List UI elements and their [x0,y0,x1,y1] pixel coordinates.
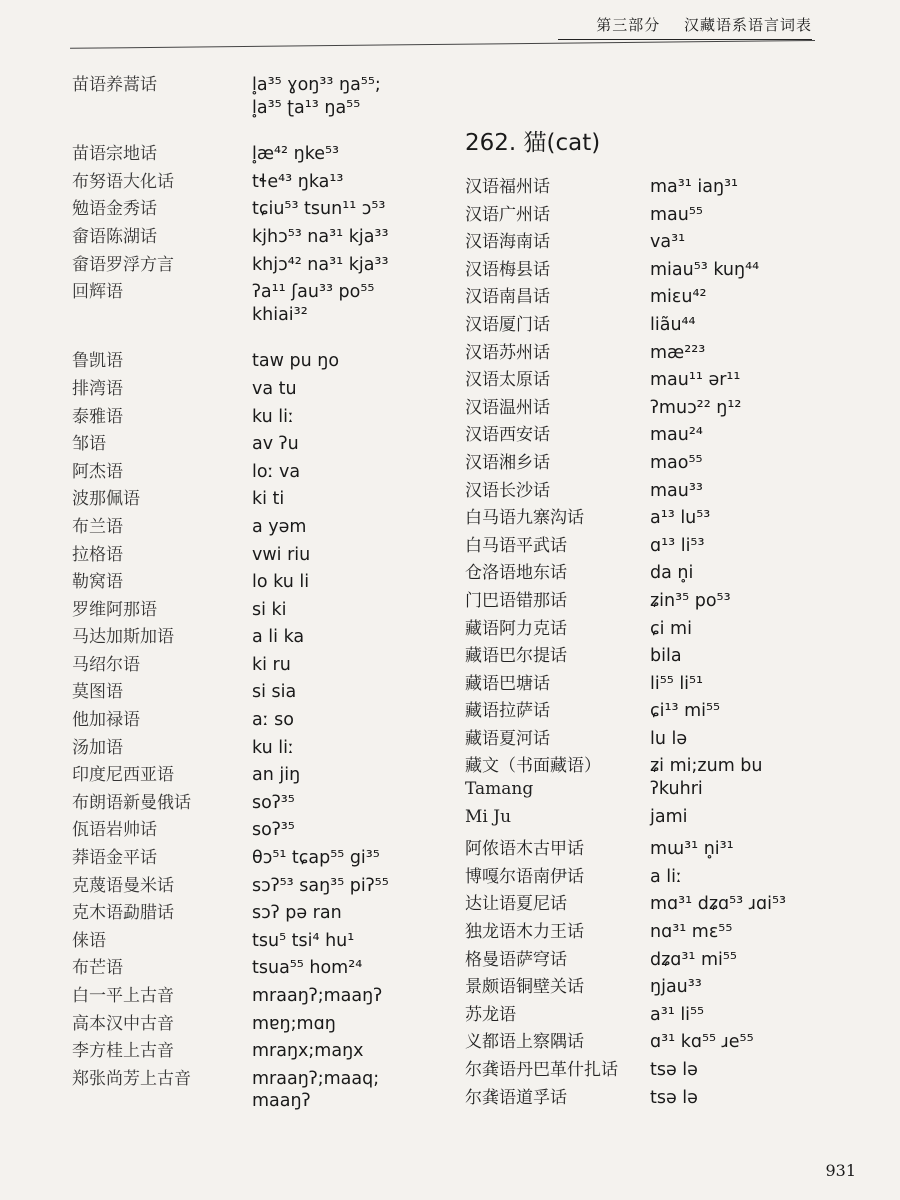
running-header [558,14,812,40]
word-form: tsua⁵⁵ hom²⁴ [252,958,363,979]
language-name: 畲语陈湖话 [72,226,157,247]
language-name: 藏语巴尔提话 [465,646,567,667]
entry-row [72,595,462,623]
language-name: 印度尼西亚语 [72,765,174,786]
language-name: 白马语平武话 [465,535,567,556]
language-name: 汉语长沙话 [465,480,550,501]
language-name: 波那佩语 [72,489,140,510]
entry-row [72,429,462,457]
language-name: 高本汉中古音 [72,1013,174,1034]
word-form: ʑi mi;zum bu [650,756,763,777]
word-form: mɑ³¹ dʑɑ⁵³ ɹɑi⁵³ [650,894,786,915]
word-form: tsu⁵ tsi⁴ hu¹ [252,930,355,951]
entry-row [72,402,462,430]
word-form: nɑ³¹ mɛ⁵⁵ [650,922,733,943]
language-name: 罗维阿那语 [72,599,157,620]
entry-row [72,194,462,222]
language-name: 藏语拉萨话 [465,701,550,722]
word-form: a³¹ li⁵⁵ [650,1004,705,1025]
entry-row [465,751,885,779]
word-form: va tu [252,378,297,399]
entry-row [72,843,462,871]
entry-row [72,484,462,512]
word-form: mɐŋ;mɑŋ [252,1013,336,1034]
language-name: 阿侬语木古甲话 [465,839,584,860]
entry-row [465,972,885,1000]
word-form: li⁵⁵ li⁵¹ [650,673,704,694]
word-form: l̥æ⁴² ŋke⁵³ [252,144,340,165]
entry-row [72,981,462,1009]
entry-row [72,760,462,788]
language-name: 布朗语新曼俄话 [72,792,191,813]
entry-row [465,282,885,310]
word-form: l̥a³⁵ ɣoŋ³³ ŋa⁵⁵; [252,75,381,95]
language-name: 克蔑语曼米话 [72,875,174,896]
language-name: 勉语金秀话 [72,199,157,220]
entry-row [72,788,462,816]
entry-row [465,641,885,669]
word-form: soʔ³⁵ [252,792,295,813]
entry-row [465,917,885,945]
word-form: mau³³ [650,480,703,501]
right-column [465,126,885,1110]
word-form: si sia [252,682,297,703]
word-form: mau²⁴ [650,425,703,446]
word-form: mæ²²³ [650,342,706,363]
language-name: 布芒语 [72,958,123,979]
word-form: dʑɑ³¹ mi⁵⁵ [650,949,737,970]
word-form: kjhɔ⁵³ na³¹ kja³³ [252,226,389,247]
header-part: 第三部分 [596,16,661,34]
language-name: 莽语金平话 [72,848,157,869]
word-form: mau⁵⁵ [650,204,703,225]
word-form: ʔa¹¹ ʃau³³ po⁵⁵ [252,282,375,303]
word-form: ku liː [252,737,294,758]
word-form: an jiŋ [252,765,301,786]
language-name: 拉格语 [72,544,123,565]
entry-row [72,139,462,167]
entry-row [72,622,462,650]
language-name: 尔龚语丹巴革什扎话 [465,1060,618,1080]
header-title: 汉藏语系语言词表 [683,16,812,34]
entry-row [72,705,462,733]
language-name: 畲语罗浮方言 [72,254,174,275]
language-name: 景颇语铜壁关话 [465,977,584,998]
word-form: da n̥i [650,563,694,584]
language-name: 汉语苏州话 [465,342,550,363]
entry-row [465,1000,885,1028]
word-form: maaŋʔ [252,1091,311,1112]
word-form: mao⁵⁵ [650,452,703,473]
entry-row [72,167,462,195]
word-form: sɔʔ pə ran [252,903,342,924]
language-name: 回辉语 [72,282,123,303]
entry-row [72,98,462,126]
entry-row [72,512,462,540]
word-form: ɑ³¹ kɑ⁵⁵ ɹe⁵⁵ [650,1032,754,1053]
language-name: 白一平上古音 [72,986,174,1006]
entry-row [72,277,462,305]
word-form: mau¹¹ ər¹¹ [650,370,741,391]
language-name: 苗语养蒿话 [72,75,157,95]
entry-row [72,222,462,250]
word-form: mraŋx;maŋx [252,1041,364,1062]
entry-row [72,305,462,333]
entry-row [465,310,885,338]
language-name: 藏语巴塘话 [465,673,550,694]
entry-row [72,1009,462,1037]
entry-row [465,1027,885,1055]
entry-row [72,733,462,761]
entry-row [465,779,885,807]
word-form: sɔʔ⁵³ saŋ³⁵ piʔ⁵⁵ [252,875,389,896]
language-name: 藏语阿力克话 [465,618,567,639]
word-form: l̥a³⁵ ʈa¹³ ŋa⁵⁵ [252,97,361,118]
entry-row [72,871,462,899]
word-form: tɕiu⁵³ tsun¹¹ ɔ⁵³ [252,199,386,220]
language-name: 佤语岩帅话 [72,820,157,841]
word-form: miau⁵³ kuŋ⁴⁴ [650,259,760,280]
entry-row [465,696,885,724]
language-name: 汉语广州话 [465,204,550,225]
entry-row [72,457,462,485]
word-form: miɛu⁴² [650,287,707,308]
entry-row [72,898,462,926]
language-name: Mi Ju [465,806,512,827]
word-form: ɕi mi [650,618,692,639]
word-form: tsə lə [650,1060,698,1080]
word-form: lu lə [650,728,688,749]
language-name: 达让语夏尼话 [465,894,567,915]
word-form: a liː [650,866,682,887]
entry-row [72,250,462,278]
word-form: khiai³² [252,304,308,325]
word-form: a¹³ lu⁵³ [650,508,711,529]
entry-row [72,70,462,98]
entry-row [72,953,462,981]
entry-row [465,586,885,614]
language-name: 马绍尔语 [72,654,140,675]
language-name: 汉语南昌话 [465,287,550,308]
language-name: 义都语上察隅话 [465,1032,584,1053]
word-form: ʔkuhri [650,779,703,800]
entry-row [465,227,885,255]
language-name: 汉语福州话 [465,177,550,197]
language-name: 汉语温州话 [465,397,550,418]
entry-row [465,807,885,835]
word-form: lo ku li [252,572,310,593]
language-name: 泰雅语 [72,406,123,427]
language-name: Tamang [465,779,534,800]
section-title: 262. 猫(cat) [465,130,601,156]
entry-row [72,650,462,678]
language-name: 汉语厦门话 [465,314,550,335]
entry-row [465,669,885,697]
word-form: tsə lə [650,1087,698,1108]
word-form: ku liː [252,406,294,427]
word-form: loː va [252,461,301,482]
language-name: 藏文（书面藏语） [465,756,601,777]
entry-row [72,1091,462,1119]
language-name: 俫语 [72,930,106,951]
word-form: tɬe⁴³ ŋka¹³ [252,171,344,192]
word-form: ʔmuɔ²² ŋ¹² [650,397,742,418]
language-name: 阿杰语 [72,461,123,482]
language-name: 排湾语 [72,378,123,399]
language-name: 克木语勐腊话 [72,903,174,924]
entry-row [465,531,885,559]
left-column [72,70,462,1119]
word-form: a yəm [252,516,307,537]
page-number: 931 [825,1161,856,1180]
entry-row [465,724,885,752]
language-name: 汉语湘乡话 [465,452,550,473]
language-name: 汤加语 [72,737,123,758]
entry-row [465,614,885,642]
word-form: ʑin³⁵ po⁵³ [650,590,731,611]
language-name: 门巴语错那话 [465,590,567,611]
word-form: mraaŋʔ;maaŋʔ [252,986,383,1006]
word-form: va³¹ [650,232,686,253]
entry-row [72,374,462,402]
right-entry-list [465,172,885,1110]
word-form: ma³¹ iaŋ³¹ [650,177,739,197]
entry-row [465,172,885,200]
entry-row [72,677,462,705]
word-form: mraaŋʔ;maaq; [252,1068,380,1089]
entry-row [72,815,462,843]
entry-row [72,1064,462,1092]
entry-row [465,200,885,228]
entry-row [465,393,885,421]
entry-row [72,540,462,568]
entry-row [465,420,885,448]
entry-row [465,1083,885,1111]
entry-row [72,567,462,595]
language-name: 尔龚语道孚话 [465,1087,567,1108]
word-form: mɯ³¹ n̥i³¹ [650,839,734,860]
language-name: 汉语西安话 [465,425,550,446]
entry-row [465,448,885,476]
word-form: ki ru [252,654,291,675]
language-name: 博嘎尔语南伊话 [465,866,584,887]
language-name: 勒窝语 [72,572,123,593]
language-name: 汉语太原话 [465,370,550,391]
word-form: ɑ¹³ li⁵³ [650,535,705,556]
language-name: 李方桂上古音 [72,1041,174,1062]
language-name: 汉语海南话 [465,232,550,253]
language-name: 邹语 [72,434,106,455]
entry-row [465,503,885,531]
entry-row [465,834,885,862]
entry-row [465,255,885,283]
word-form: av ʔu [252,434,299,455]
entry-row [465,365,885,393]
language-name: 白马语九寨沟话 [465,508,584,529]
word-form: soʔ³⁵ [252,820,295,841]
language-name: 郑张尚芳上古音 [72,1068,191,1089]
entry-row [72,926,462,954]
language-name: 他加禄语 [72,710,140,731]
entry-row [72,1036,462,1064]
language-name: 仓洛语地东话 [465,563,567,584]
language-name: 独龙语木力王话 [465,922,584,943]
word-form: ŋjau³³ [650,977,702,998]
language-name: 苏龙语 [465,1004,516,1025]
entry-row [465,338,885,366]
entry-row [465,476,885,504]
word-form: liãu⁴⁴ [650,314,696,335]
language-name: 格曼语萨穹话 [465,949,567,970]
word-form: vwi riu [252,544,311,565]
entry-row [465,945,885,973]
entry-row [465,558,885,586]
language-name: 苗语宗地话 [72,144,157,165]
entry-row [465,862,885,890]
entry-row [465,889,885,917]
word-form: ki ti [252,489,285,510]
word-form: si ki [252,599,287,620]
word-form: jami [650,806,688,827]
word-form: a li ka [252,627,305,648]
word-form: bila [650,646,682,667]
language-name: 鲁凯语 [72,351,123,372]
language-name: 马达加斯加语 [72,627,174,648]
language-name: 藏语夏河话 [465,728,550,749]
header-rule [70,40,815,49]
language-name: 汉语梅县话 [465,259,550,280]
word-form: θɔ⁵¹ tɕap⁵⁵ gi³⁵ [252,848,380,869]
word-form: khjɔ⁴² na³¹ kja³³ [252,254,389,275]
language-name: 莫图语 [72,682,123,703]
word-form: aː so [252,710,295,731]
language-name: 布兰语 [72,516,123,537]
word-form: taw pu ŋo [252,351,340,372]
entry-row [72,346,462,374]
word-form: ɕi¹³ mi⁵⁵ [650,701,721,722]
entry-row [465,1055,885,1083]
language-name: 布努语大化话 [72,171,174,192]
